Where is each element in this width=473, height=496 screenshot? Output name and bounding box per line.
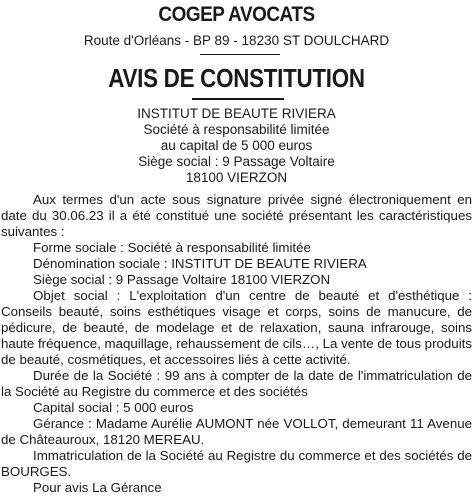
notice-title: AVIS DE CONSTITUTION bbox=[108, 63, 365, 93]
paragraph-company-name: Dénomination sociale : INSTITUT DE BEAUTE RIVIERA bbox=[33, 256, 367, 271]
header-divider bbox=[200, 54, 280, 55]
paragraph-intro: Aux termes d'un acte sous signature privée signé électroniquement en date du 30.06.23 il a été constitué une société présentant les caractéristiques suivantes : bbox=[1, 192, 472, 239]
paragraph-signature: Pour avis La Gérance bbox=[33, 480, 162, 495]
company-capital: au capital de 5 000 euros bbox=[160, 138, 313, 153]
paragraph-registered-office: Siège social : 9 Passage Voltaire 18100 VIERZON bbox=[33, 272, 331, 287]
firm-name: COGEP AVOCATS bbox=[158, 3, 315, 26]
paragraph-purpose: Objet social : L'exploitation d'un centre de beauté et d'esthétique : Conseils beauté, soins esthétiques visage et corps, soins de manucure, de pédicure, de beauté, de modelage et de relaxation, sauna infrarouge, soins haute fréquence, maquillage, rehaussement de cils…, La vente de tous produits de beauté, cosmétiques, et accessoires liés à cette activité. bbox=[1, 288, 472, 367]
paragraph-duration: Durée de la Société : 99 ans à compter de la date de l'immatriculation de la Société au Registre du commerce et des sociétés bbox=[1, 368, 472, 399]
company-name: INSTITUT DE BEAUTE RIVIERA bbox=[137, 106, 336, 121]
company-form: Société à responsabilité limitée bbox=[143, 122, 330, 137]
paragraph-registration: Immatriculation de la Société au Registre du commerce et des sociétés de BOURGES. bbox=[1, 448, 472, 479]
notice-body bbox=[1, 192, 472, 496]
firm-address: Route d'Orléans - BP 89 - 18230 ST DOULCHARD bbox=[83, 33, 390, 48]
company-city: 18100 VIERZON bbox=[185, 170, 288, 185]
company-seat: Siège social : 9 Passage Voltaire bbox=[138, 154, 335, 169]
company-info-block bbox=[0, 106, 473, 186]
paragraph-share-capital: Capital social : 5 000 euros bbox=[33, 400, 194, 415]
title-divider bbox=[192, 98, 284, 100]
paragraph-legal-form: Forme sociale : Société à responsabilité limitée bbox=[33, 240, 311, 255]
paragraph-management: Gérance : Madame Aurélie AUMONT née VOLLOT, demeurant 11 Avenue de Châteauroux, 18120 MEREAU. bbox=[1, 416, 472, 447]
